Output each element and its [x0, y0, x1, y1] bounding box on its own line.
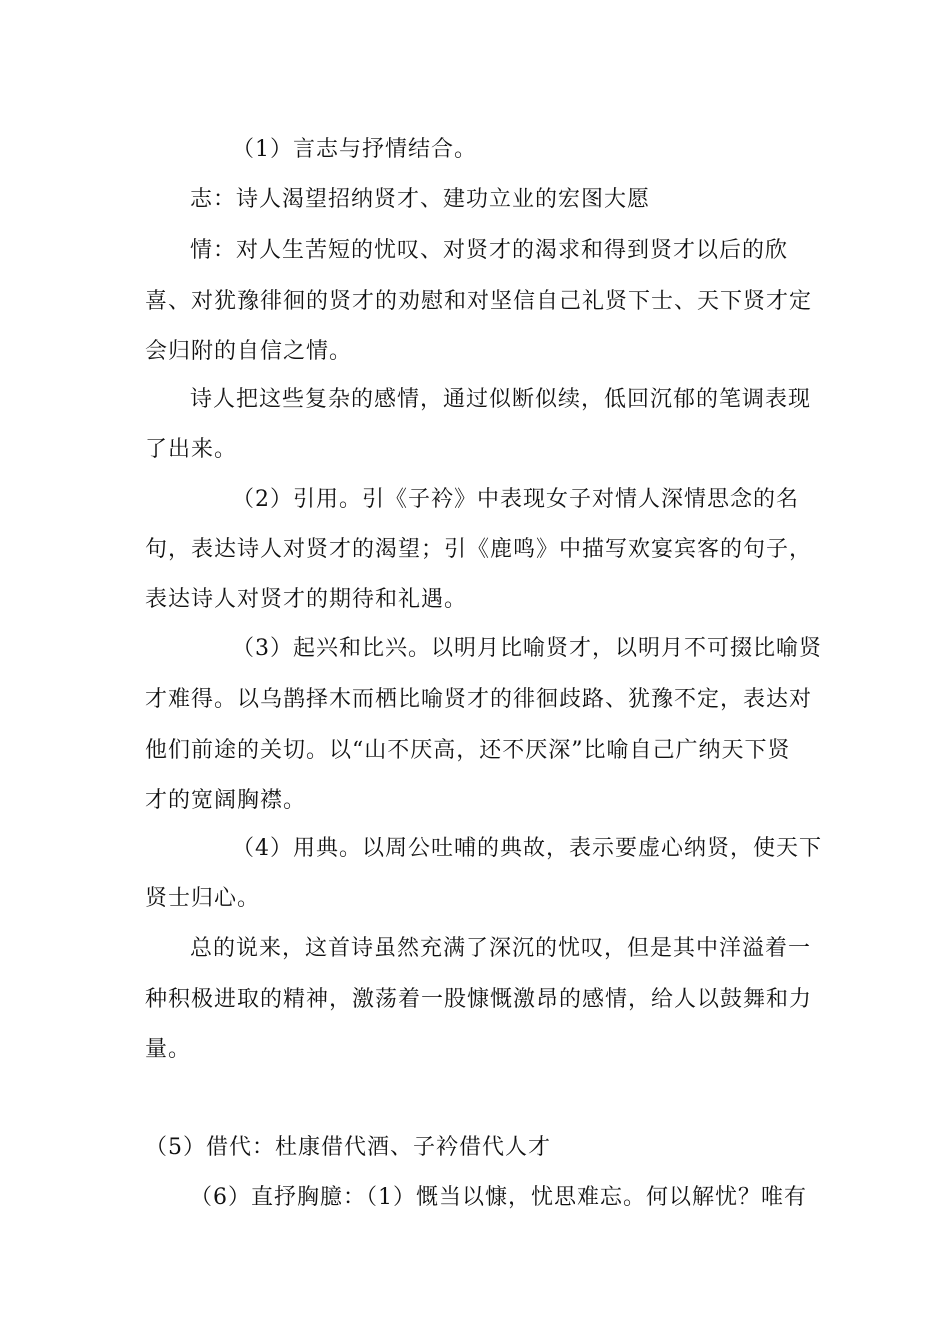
- paragraph-line: （4）用典。以周公吐哺的典故，表示要虚心纳贤，使天下: [232, 836, 822, 861]
- paragraph-line: 贤士归心。: [145, 886, 261, 911]
- paragraph-line: （3）起兴和比兴。以明月比喻贤才，以明月不可掇比喻贤: [232, 636, 822, 661]
- paragraph-line: 志：诗人渴望招纳贤才、建功立业的宏图大愿: [190, 187, 651, 212]
- paragraph-line: 种积极进取的精神，激荡着一股慷慨激昂的感情，给人以鼓舞和力: [145, 987, 813, 1012]
- paragraph-line: 量。: [145, 1037, 192, 1062]
- paragraph-line: 才难得。以乌鹊择木而栖比喻贤才的徘徊歧路、犹豫不定，表达对: [145, 687, 813, 712]
- paragraph-line: 总的说来，这首诗虽然充满了深沉的忧叹，但是其中洋溢着一: [190, 936, 812, 961]
- paragraph-line: 才的宽阔胸襟。: [145, 788, 307, 813]
- paragraph-line: 他们前途的关切。以“山不厌高，还不厌深”比喻自己广纳天下贤: [145, 738, 791, 763]
- paragraph-line: 诗人把这些复杂的感情，通过似断似续，低回沉郁的笔调表现: [190, 387, 812, 412]
- paragraph-line: 了出来。: [145, 437, 238, 462]
- paragraph-line: 表达诗人对贤才的期待和礼遇。: [145, 587, 468, 612]
- paragraph-line: （2）引用。引《子衿》中表现女子对情人深情思念的名: [232, 487, 799, 512]
- paragraph-line: （1）言志与抒情结合。: [232, 137, 477, 162]
- paragraph-line: （6）直抒胸臆：（1）慨当以慷，忧思难忘。何以解忧？唯有: [190, 1185, 807, 1210]
- paragraph-line: 会归附的自信之情。: [145, 339, 353, 364]
- paragraph-line: 句，表达诗人对贤才的渴望；引《鹿鸣》中描写欢宴宾客的句子，: [145, 537, 813, 562]
- paragraph-line: 情：对人生苦短的忧叹、对贤才的渴求和得到贤才以后的欣: [190, 238, 789, 263]
- paragraph-line: 喜、对犹豫徘徊的贤才的劝慰和对坚信自己礼贤下士、天下贤才定: [145, 289, 813, 314]
- paragraph-line: （5）借代：杜康借代酒、子衿借代人才: [145, 1135, 551, 1160]
